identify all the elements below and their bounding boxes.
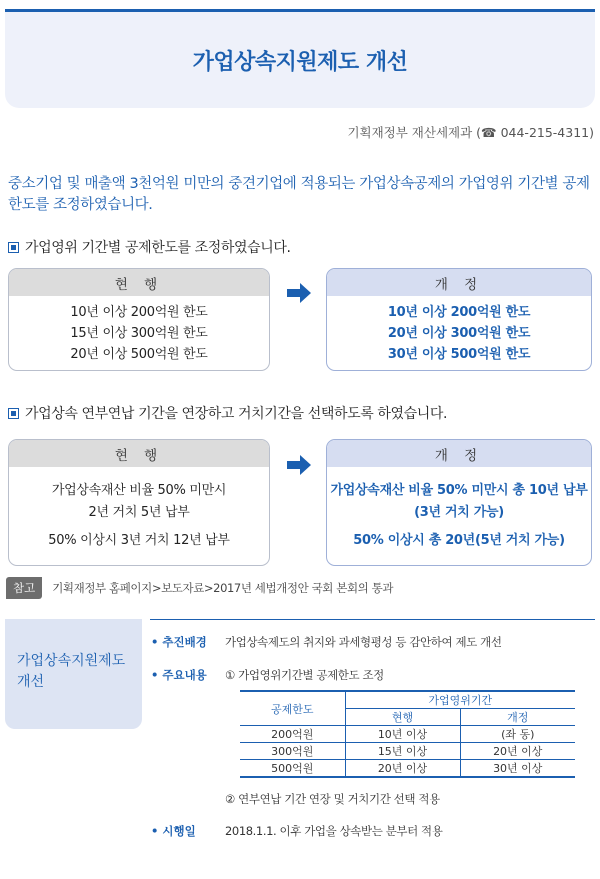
section2-revised-box bbox=[326, 439, 592, 566]
table-cell: (좌 동) bbox=[460, 726, 575, 743]
summary-text-content-2: ② 연부연납 기간 연장 및 거치기간 선택 적용 bbox=[225, 792, 440, 806]
reference-line bbox=[6, 577, 393, 599]
section1-revised-line: 10년 이상 200억원 한도 bbox=[387, 304, 531, 320]
section2-revised-body bbox=[327, 467, 591, 565]
table-cell: 200억원 bbox=[240, 726, 345, 743]
section2-revised-line: 가업상속재산 비율 50% 미만시 총 10년 납부 bbox=[330, 483, 588, 498]
summary-text-background: 가업상속제도의 취지와 과세형평성 등 감안하여 제도 개선 bbox=[225, 635, 502, 649]
summary-title-line: 개선 bbox=[17, 674, 45, 690]
section2-current-body bbox=[9, 467, 269, 565]
section1-revised-line: 30년 이상 500억원 한도 bbox=[387, 346, 531, 362]
square-bullet-icon bbox=[8, 408, 19, 419]
table-cell: 30년 이상 bbox=[460, 760, 575, 778]
reference-badge: 참고 bbox=[6, 577, 42, 599]
table-row bbox=[240, 726, 575, 743]
summary-title-line: 가업상속지원제도 bbox=[17, 653, 126, 669]
table-cell: 20년 이상 bbox=[460, 743, 575, 760]
table-header-revised: 개정 bbox=[460, 709, 575, 726]
section2-heading-text: 가업상속 연부연납 기간을 연장하고 거치기간을 선택하도록 하였습니다. bbox=[25, 406, 448, 422]
table-row bbox=[240, 760, 575, 778]
section2-current-line: 50% 이상시 3년 거치 12년 납부 bbox=[48, 533, 230, 548]
section1-revised-line: 20년 이상 300억원 한도 bbox=[387, 325, 531, 341]
title-panel bbox=[5, 12, 595, 108]
section2-revised-header: 개 정 bbox=[327, 440, 591, 467]
page-title: 가업상속지원제도 개선 bbox=[192, 49, 408, 75]
right-arrow-icon bbox=[287, 283, 311, 303]
section1-heading bbox=[8, 237, 291, 257]
section1-current-line: 10년 이상 200억원 한도 bbox=[70, 304, 208, 320]
section1-current-box bbox=[8, 268, 270, 371]
section2-revised-line: 50% 이상시 총 20년(5년 거치 가능) bbox=[353, 533, 565, 548]
deduction-limit-table bbox=[240, 690, 575, 778]
table-cell: 15년 이상 bbox=[345, 743, 460, 760]
table-cell: 20년 이상 bbox=[345, 760, 460, 778]
summary-label-background: • 추진배경 bbox=[151, 635, 207, 649]
section1-current-line: 20년 이상 500억원 한도 bbox=[70, 346, 208, 362]
lead-paragraph: 중소기업 및 매출액 3천억원 미만의 중견기업에 적용되는 가업상속공제의 가업영위 기간별 공제한도를 조정하였습니다. bbox=[8, 176, 590, 213]
table-header-current: 현행 bbox=[345, 709, 460, 726]
section2-current-box bbox=[8, 439, 270, 566]
section2-current-header: 현 행 bbox=[9, 440, 269, 467]
section2-heading bbox=[8, 403, 447, 423]
table-header-deduction: 공제한도 bbox=[240, 691, 345, 726]
summary-title-panel bbox=[5, 619, 142, 729]
reference-text: 기획재정부 홈페이지>보도자료>2017년 세법개정안 국회 본회의 통과 bbox=[52, 581, 394, 595]
section1-current-body bbox=[9, 296, 269, 370]
department-contact: 기획재정부 재산세제과 (☎ 044-215-4311) bbox=[347, 125, 594, 140]
summary-rule bbox=[150, 619, 595, 620]
section1-heading-text: 가업영위 기간별 공제한도를 조정하였습니다. bbox=[25, 240, 291, 256]
section1-revised-box bbox=[326, 268, 592, 371]
table-cell: 300억원 bbox=[240, 743, 345, 760]
section1-current-header: 현 행 bbox=[9, 269, 269, 296]
table-cell: 10년 이상 bbox=[345, 726, 460, 743]
table-header-period: 가업영위기간 bbox=[345, 691, 575, 709]
summary-label-content: • 주요내용 bbox=[151, 668, 207, 682]
section1-revised-header: 개 정 bbox=[327, 269, 591, 296]
section1-current-line: 15년 이상 300억원 한도 bbox=[70, 325, 208, 341]
right-arrow-icon bbox=[287, 455, 311, 475]
summary-label-effective: • 시행일 bbox=[151, 824, 196, 838]
summary-text-content: ① 가업영위기간별 공제한도 조정 bbox=[225, 668, 384, 682]
section2-current-line: 2년 거치 5년 납부 bbox=[88, 505, 190, 520]
summary-text-effective: 2018.1.1. 이후 가업을 상속받는 분부터 적용 bbox=[225, 824, 443, 838]
table-cell: 500억원 bbox=[240, 760, 345, 778]
square-bullet-icon bbox=[8, 242, 19, 253]
section2-current-line: 가업상속재산 비율 50% 미만시 bbox=[51, 483, 227, 498]
section2-revised-line: (3년 거치 가능) bbox=[414, 505, 504, 520]
table-row bbox=[240, 743, 575, 760]
section1-revised-body bbox=[327, 296, 591, 370]
